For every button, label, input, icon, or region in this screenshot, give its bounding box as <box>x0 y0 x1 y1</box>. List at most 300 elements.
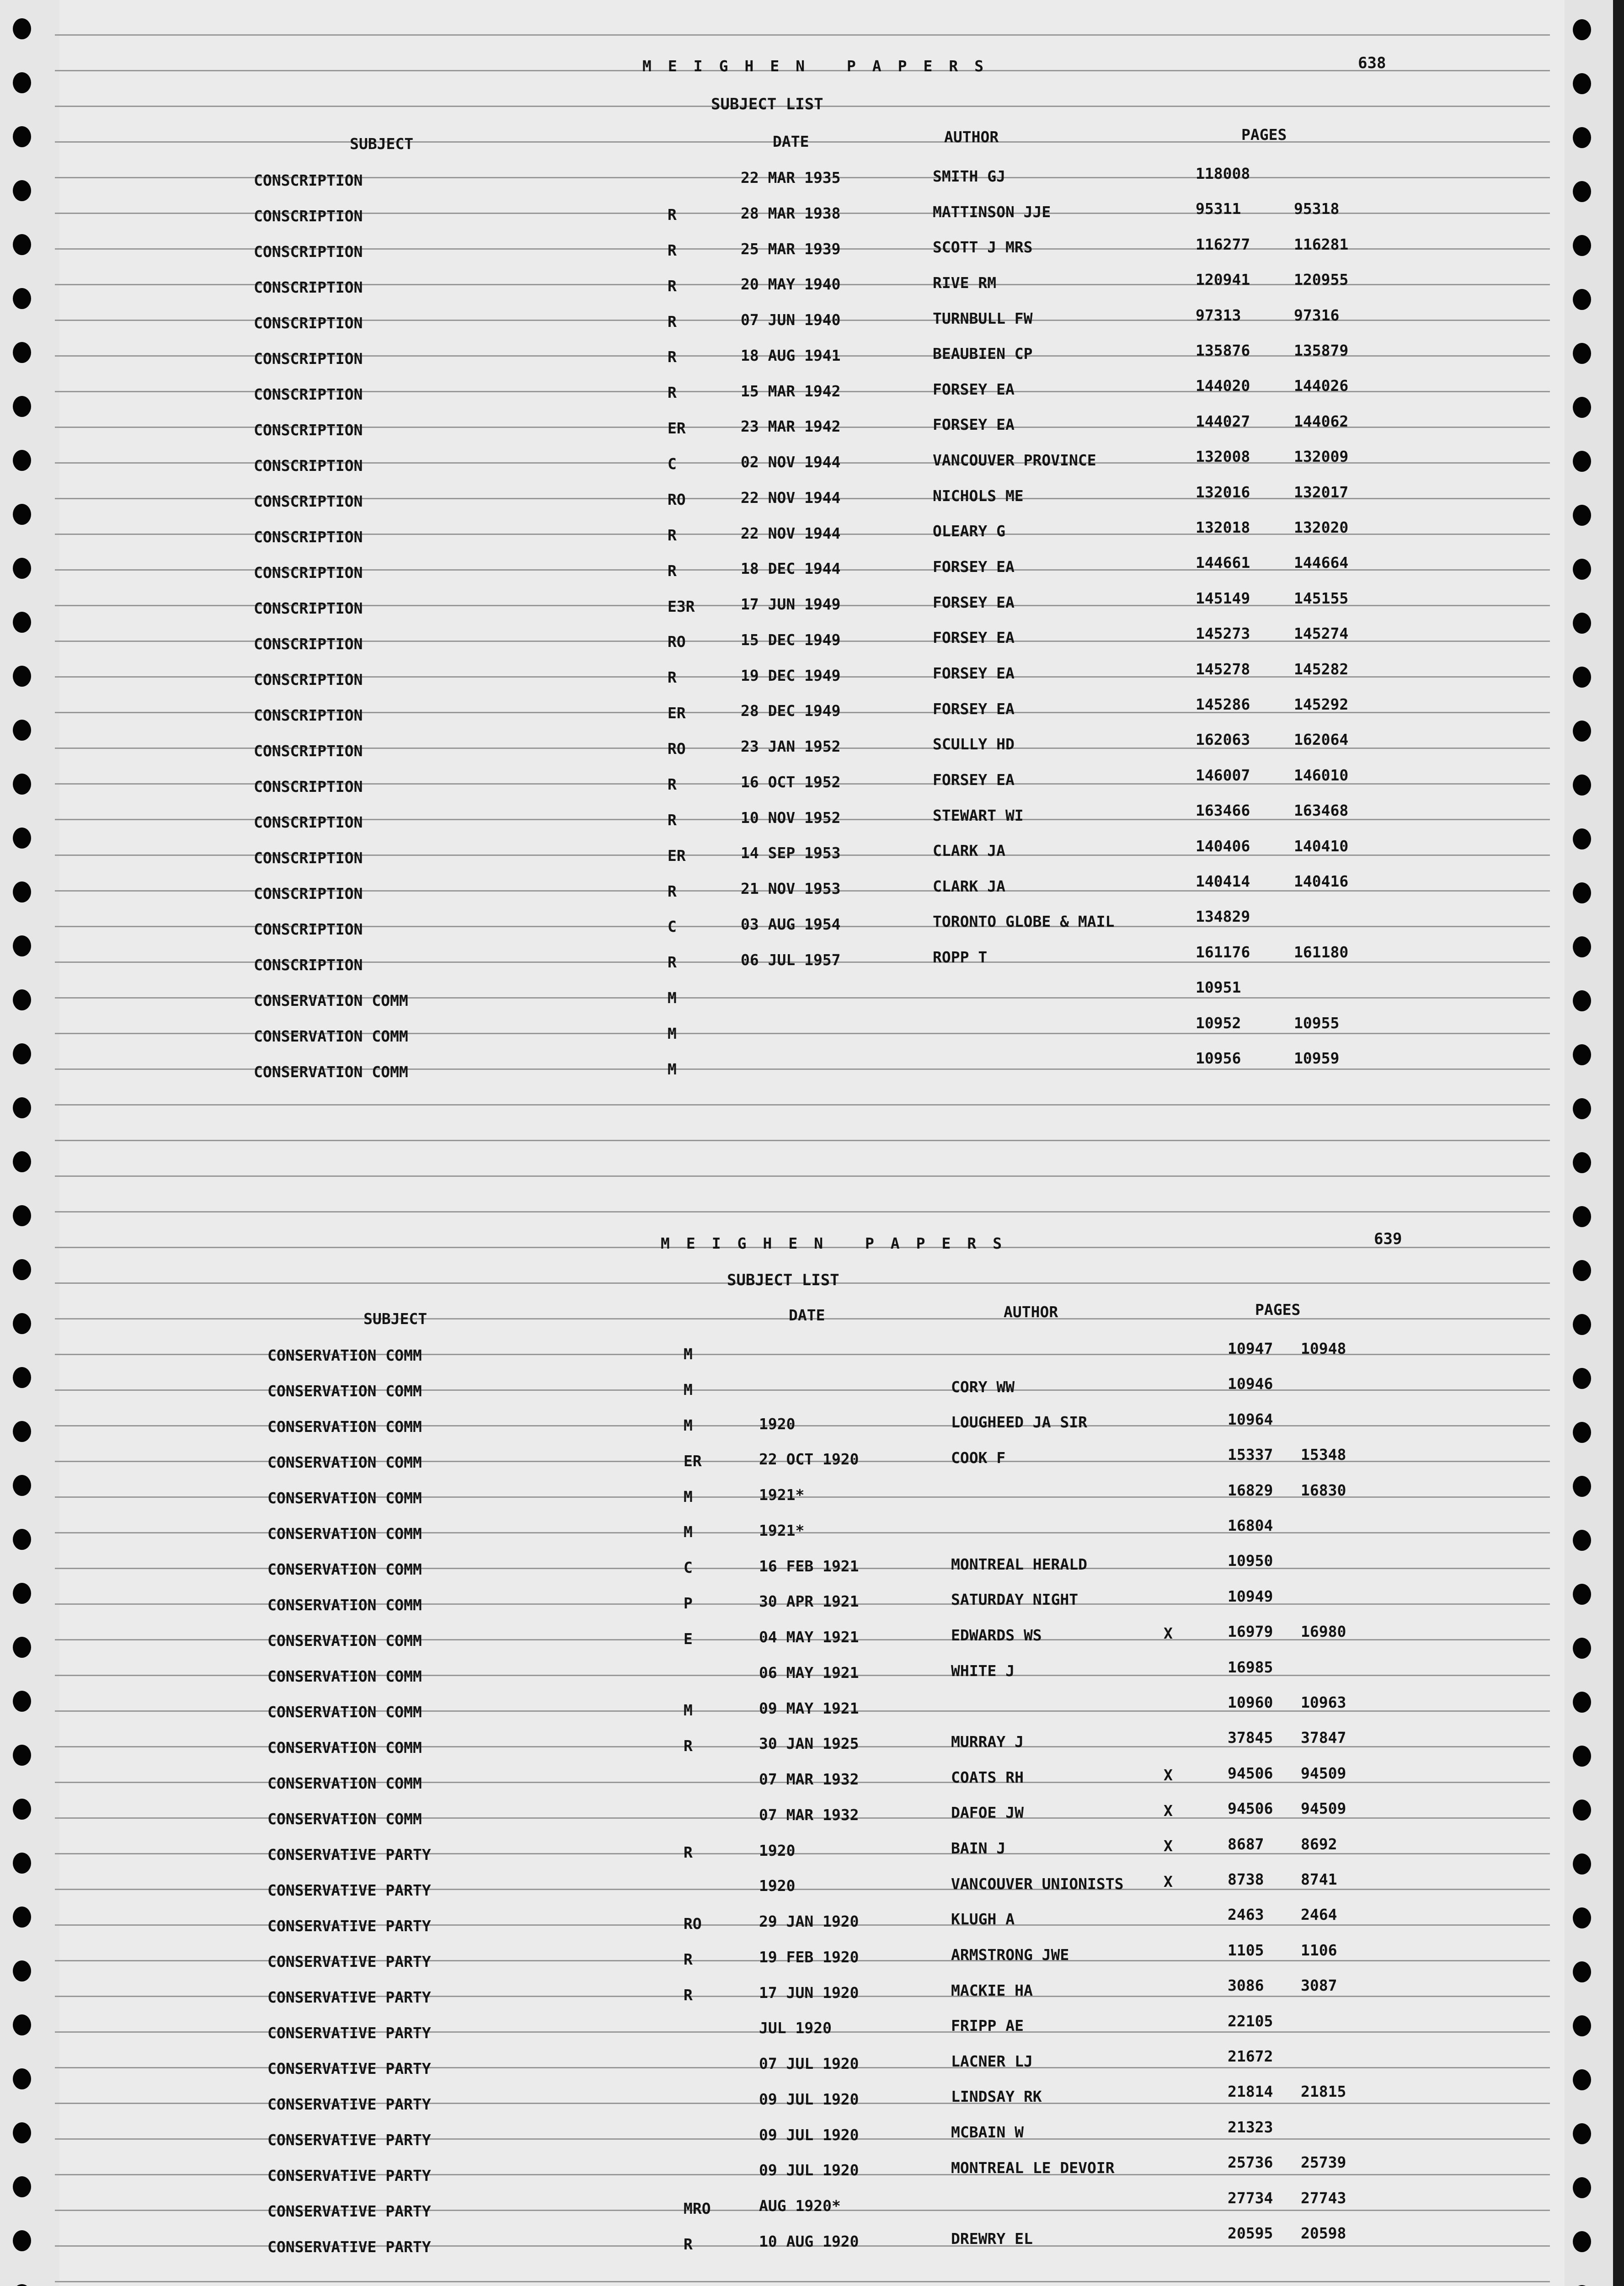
code-cell: M <box>684 1381 693 1399</box>
page-start-cell: 20595 <box>1228 2224 1273 2242</box>
page-end-cell: 132017 <box>1294 483 1349 501</box>
table-row <box>0 1764 1624 1810</box>
page-start-cell: 97313 <box>1196 306 1241 324</box>
code-cell: RO <box>668 633 686 651</box>
page-start-cell: 162063 <box>1196 731 1250 748</box>
sheet-page-number: 639 <box>1374 1230 1402 1248</box>
sheet-subtitle: SUBJECT LIST <box>711 95 823 113</box>
code-cell: C <box>668 455 677 473</box>
subject-cell: CONSERVATION COMM <box>267 1453 422 1471</box>
author-cell: CORY WW <box>951 1378 1015 1396</box>
page-start-cell: 132008 <box>1196 448 1250 465</box>
code-cell: M <box>684 1416 693 1434</box>
code-cell: R <box>668 348 677 366</box>
column-header-subject: SUBJECT <box>350 135 414 153</box>
page-end-cell: 20598 <box>1301 2224 1346 2242</box>
code-cell: R <box>684 2235 693 2253</box>
page-start-cell: 94506 <box>1228 1764 1273 1782</box>
code-cell: ER <box>684 1452 702 1470</box>
date-cell: 07 JUL 1920 <box>759 2055 859 2072</box>
author-cell: ARMSTRONG JWE <box>951 1946 1069 1964</box>
tractor-hole <box>1573 1260 1591 1281</box>
author-cell: MURRAY J <box>951 1733 1024 1751</box>
date-cell: 21 NOV 1953 <box>741 880 841 897</box>
ruled-line <box>55 2281 1550 2282</box>
date-cell: 07 MAR 1932 <box>759 1806 859 1824</box>
page-start-cell: 21672 <box>1228 2047 1273 2065</box>
page-end-cell: 16830 <box>1301 1481 1346 1499</box>
date-cell: 23 MAR 1942 <box>741 417 841 435</box>
sheet-title: MEIGHEN PAPERS <box>642 57 1000 75</box>
subject-cell: CONSERVATION COMM <box>267 1346 422 1364</box>
table-row <box>0 165 1624 207</box>
subject-cell: CONSERVATIVE PARTY <box>267 2238 431 2256</box>
table-row <box>0 271 1624 314</box>
column-header-date: DATE <box>773 133 809 150</box>
page-start-cell: 10947 <box>1228 1340 1273 1357</box>
date-cell: 16 OCT 1952 <box>741 773 841 791</box>
table-row <box>0 625 1624 671</box>
author-cell: SMITH GJ <box>933 167 1005 185</box>
subject-cell: CONSERVATION COMM <box>267 1489 422 1507</box>
author-cell: FORSEY EA <box>933 416 1015 433</box>
date-cell: 1920 <box>759 1877 796 1895</box>
subject-cell: CONSCRIPTION <box>254 243 363 261</box>
page-end-cell: 97316 <box>1294 306 1340 324</box>
code-cell: M <box>684 1701 693 1719</box>
subject-cell: CONSCRIPTION <box>254 564 363 582</box>
page-end-cell: 144664 <box>1294 554 1349 572</box>
page-end-cell: 2464 <box>1301 1906 1337 1923</box>
subject-cell: CONSERVATIVE PARTY <box>267 2202 431 2220</box>
page-end-cell: 94509 <box>1301 1800 1346 1817</box>
table-row <box>0 660 1624 706</box>
table-row <box>0 483 1624 528</box>
subject-cell: CONSCRIPTION <box>254 171 363 189</box>
table-row <box>0 589 1624 635</box>
author-cell: FORSEY EA <box>933 380 1015 398</box>
page-start-cell: 3086 <box>1228 1976 1264 1994</box>
page-end-cell: 135879 <box>1294 342 1349 359</box>
author-cell: TORONTO GLOBE & MAIL <box>933 913 1115 930</box>
code-cell: M <box>668 1060 677 1078</box>
page-start-cell: 16985 <box>1228 1658 1273 1676</box>
page-end-cell: 3087 <box>1301 1976 1337 1994</box>
date-cell: 07 MAR 1932 <box>759 1770 859 1788</box>
page-end-cell: 163468 <box>1294 801 1349 819</box>
code-cell: R <box>668 384 677 401</box>
author-cell: FORSEY EA <box>933 629 1015 646</box>
author-cell: VANCOUVER PROVINCE <box>933 451 1096 469</box>
page-end-cell: 145292 <box>1294 695 1349 713</box>
page-end-cell: 144026 <box>1294 377 1349 395</box>
x-mark-cell: X <box>1164 1873 1173 1891</box>
subject-cell: CONSERVATION COMM <box>267 1667 422 1685</box>
date-cell: 10 AUG 1920 <box>759 2233 859 2250</box>
page-end-cell: 120955 <box>1294 271 1349 288</box>
page-end-cell: 15348 <box>1301 1446 1346 1463</box>
date-cell: 09 JUL 1920 <box>759 2161 859 2179</box>
subject-cell: CONSCRIPTION <box>254 813 363 831</box>
page-start-cell: 145273 <box>1196 625 1250 642</box>
date-cell: 09 JUL 1920 <box>759 2090 859 2108</box>
page-end-cell: 144062 <box>1294 412 1349 430</box>
page-end-cell: 37847 <box>1301 1729 1346 1747</box>
ruled-line <box>55 1140 1550 1141</box>
code-cell: ER <box>668 419 686 437</box>
page-end-cell: 27743 <box>1301 2189 1346 2207</box>
author-cell: CLARK JA <box>933 842 1005 860</box>
page-start-cell: 134829 <box>1196 908 1250 925</box>
author-cell: RIVE RM <box>933 274 997 292</box>
page-start-cell: 145149 <box>1196 589 1250 607</box>
subject-cell: CONSERVATIVE PARTY <box>267 1953 431 1971</box>
author-cell: OLEARY G <box>933 522 1005 540</box>
subject-cell: CONSERVATION COMM <box>254 992 408 1009</box>
code-cell: P <box>684 1594 693 1612</box>
page-start-cell: 145278 <box>1196 660 1250 678</box>
date-cell: AUG 1920* <box>759 2197 841 2215</box>
subject-cell: CONSCRIPTION <box>254 457 363 475</box>
subject-cell: CONSERVATIVE PARTY <box>267 1846 431 1864</box>
author-cell: FORSEY EA <box>933 771 1015 789</box>
table-row <box>0 200 1624 243</box>
page-start-cell: 21814 <box>1228 2083 1273 2100</box>
tractor-hole <box>1573 1206 1591 1227</box>
author-cell: KLUGH A <box>951 1910 1015 1928</box>
tractor-hole <box>13 126 31 147</box>
page-end-cell: 21815 <box>1301 2083 1346 2100</box>
author-cell: DAFOE JW <box>951 1804 1024 1821</box>
date-cell: 06 MAY 1921 <box>759 1664 859 1682</box>
page-start-cell: 10951 <box>1196 978 1241 996</box>
page-start-cell: 10946 <box>1228 1375 1273 1393</box>
x-mark-cell: X <box>1164 1802 1173 1820</box>
author-cell: ROPP T <box>933 948 988 966</box>
author-cell: MACKIE HA <box>951 1982 1033 1999</box>
page-end-cell: 8692 <box>1301 1835 1337 1853</box>
table-row <box>0 766 1624 813</box>
code-cell: R <box>668 206 677 224</box>
author-cell: STEWART WI <box>933 807 1024 824</box>
tractor-hole <box>1573 1152 1591 1173</box>
date-cell: 14 SEP 1953 <box>741 844 841 862</box>
date-cell: 28 MAR 1938 <box>741 204 841 222</box>
date-cell: 1921* <box>759 1522 805 1539</box>
table-row <box>0 306 1624 350</box>
page-start-cell: 16804 <box>1228 1517 1273 1534</box>
code-cell: ER <box>668 704 686 722</box>
page-start-cell: 1105 <box>1228 1941 1264 1959</box>
subject-cell: CONSCRIPTION <box>254 528 363 546</box>
sheet-title: MEIGHEN PAPERS <box>661 1234 1019 1252</box>
ruled-line <box>55 1104 1550 1106</box>
subject-cell: CONSERVATIVE PARTY <box>267 2024 431 2042</box>
author-cell: MONTREAL HERALD <box>951 1555 1088 1573</box>
table-row <box>0 2224 1624 2274</box>
page-start-cell: 10952 <box>1196 1014 1241 1032</box>
code-cell: R <box>668 526 677 544</box>
page-end-cell: 146010 <box>1294 766 1349 784</box>
code-cell: R <box>668 241 677 259</box>
page-end-cell: 132009 <box>1294 448 1349 465</box>
subject-cell: CONSERVATION COMM <box>254 1063 408 1081</box>
sheet-page-number: 638 <box>1358 54 1386 72</box>
author-cell: VANCOUVER UNIONISTS <box>951 1875 1124 1893</box>
date-cell: 30 JAN 1925 <box>759 1735 859 1752</box>
date-cell: 07 JUN 1940 <box>741 311 841 329</box>
table-row <box>0 1693 1624 1739</box>
page-start-cell: 161176 <box>1196 943 1250 961</box>
tractor-hole <box>13 1259 31 1280</box>
table-row <box>0 1049 1624 1099</box>
author-cell: BEAUBIEN CP <box>933 345 1033 363</box>
page-end-cell: 94509 <box>1301 1764 1346 1782</box>
author-cell: FORSEY EA <box>933 664 1015 682</box>
date-cell: 1920 <box>759 1415 796 1433</box>
code-cell: R <box>668 562 677 580</box>
subject-cell: CONSERVATIVE PARTY <box>267 2095 431 2113</box>
subject-cell: CONSERVATION COMM <box>267 1632 422 1650</box>
author-cell: EDWARDS WS <box>951 1626 1042 1644</box>
author-cell: FORSEY EA <box>933 700 1015 718</box>
table-row <box>0 1729 1624 1774</box>
subject-cell: CONSCRIPTION <box>254 635 363 653</box>
subject-cell: CONSERVATIVE PARTY <box>267 1917 431 1935</box>
subject-cell: CONSCRIPTION <box>254 706 363 724</box>
table-row <box>0 1941 1624 1988</box>
author-cell: SATURDAY NIGHT <box>951 1591 1079 1608</box>
table-row <box>0 1658 1624 1703</box>
date-cell: 22 OCT 1920 <box>759 1450 859 1468</box>
page-start-cell: 95311 <box>1196 200 1241 218</box>
author-cell: MATTINSON JJE <box>933 203 1051 221</box>
table-row <box>0 1014 1624 1063</box>
date-cell: 22 NOV 1944 <box>741 524 841 542</box>
page-start-cell: 132018 <box>1196 518 1250 536</box>
page-start-cell: 135876 <box>1196 342 1250 359</box>
subject-cell: CONSCRIPTION <box>254 385 363 403</box>
table-row <box>0 695 1624 742</box>
page-start-cell: 144020 <box>1196 377 1250 395</box>
table-row <box>0 1835 1624 1881</box>
subject-cell: CONSCRIPTION <box>254 421 363 439</box>
date-cell: 04 MAY 1921 <box>759 1628 859 1646</box>
code-cell: RO <box>668 491 686 508</box>
subject-cell: CONSCRIPTION <box>254 492 363 510</box>
page-start-cell: 25736 <box>1228 2153 1273 2171</box>
subject-cell: CONSERVATION COMM <box>267 1703 422 1721</box>
date-cell: 29 JAN 1920 <box>759 1912 859 1930</box>
page-start-cell: 27734 <box>1228 2189 1273 2207</box>
table-row <box>0 1800 1624 1846</box>
column-header-author: AUTHOR <box>1004 1303 1058 1321</box>
date-cell: 1921* <box>759 1486 805 1504</box>
code-cell: E <box>684 1630 693 1648</box>
author-cell: LOUGHEED JA SIR <box>951 1413 1088 1431</box>
author-cell: TURNBULL FW <box>933 310 1033 327</box>
page-end-cell: 145155 <box>1294 589 1349 607</box>
page-start-cell: 144027 <box>1196 412 1250 430</box>
date-cell: 30 APR 1921 <box>759 1592 859 1610</box>
table-row <box>0 1375 1624 1418</box>
page-end-cell: 162064 <box>1294 731 1349 748</box>
code-cell: R <box>668 811 677 829</box>
table-row <box>0 1587 1624 1632</box>
subject-cell: CONSERVATION COMM <box>267 1418 422 1436</box>
date-cell: 06 JUL 1957 <box>741 951 841 969</box>
page-end-cell: 1106 <box>1301 1941 1337 1959</box>
page-start-cell: 2463 <box>1228 1906 1264 1923</box>
page-start-cell: 8738 <box>1228 1870 1264 1888</box>
subject-cell: CONSERVATIVE PARTY <box>267 1881 431 1899</box>
subject-cell: CONSERVATION COMM <box>267 1560 422 1578</box>
page-start-cell: 146007 <box>1196 766 1250 784</box>
subject-cell: CONSCRIPTION <box>254 350 363 368</box>
page-start-cell: 140414 <box>1196 872 1250 890</box>
author-cell: COATS RH <box>951 1768 1024 1786</box>
code-cell: M <box>684 1488 693 1506</box>
table-row <box>0 1340 1624 1382</box>
table-row <box>0 1906 1624 1953</box>
page-start-cell: 10960 <box>1228 1693 1273 1711</box>
page-end-cell: 116281 <box>1294 235 1349 253</box>
subject-cell: CONSCRIPTION <box>254 849 363 867</box>
subject-cell: CONSERVATION COMM <box>267 1596 422 1614</box>
page-start-cell: 37845 <box>1228 1729 1273 1747</box>
author-cell: COOK F <box>951 1449 1006 1467</box>
page-start-cell: 15337 <box>1228 1446 1273 1463</box>
table-row <box>0 412 1624 457</box>
author-cell: SCULLY HD <box>933 735 1015 753</box>
column-header-pages: PAGES <box>1241 126 1287 144</box>
date-cell: 25 MAR 1939 <box>741 240 841 258</box>
date-cell: 09 MAY 1921 <box>759 1699 859 1717</box>
table-row <box>0 554 1624 599</box>
tractor-hole <box>1573 127 1591 148</box>
x-mark-cell: X <box>1164 1624 1173 1642</box>
code-cell: R <box>684 1737 693 1755</box>
page-start-cell: 118008 <box>1196 165 1250 182</box>
table-row <box>0 1870 1624 1917</box>
subject-cell: CONSCRIPTION <box>254 778 363 796</box>
code-cell: M <box>668 989 677 1007</box>
table-row <box>0 1623 1624 1667</box>
date-cell: 1920 <box>759 1842 796 1859</box>
subject-cell: CONSERVATIVE PARTY <box>267 2167 431 2185</box>
page-end-cell: 95318 <box>1294 200 1340 218</box>
author-cell: DREWRY EL <box>951 2230 1033 2248</box>
date-cell: 15 DEC 1949 <box>741 631 841 649</box>
table-row <box>0 1517 1624 1560</box>
date-cell: 17 JUN 1949 <box>741 595 841 613</box>
code-cell: R <box>668 953 677 971</box>
subject-cell: CONSERVATION COMM <box>267 1810 422 1828</box>
date-cell: 10 NOV 1952 <box>741 809 841 827</box>
date-cell: 17 JUN 1920 <box>759 1984 859 2002</box>
author-cell: LACNER LJ <box>951 2052 1033 2070</box>
page-end-cell: 140416 <box>1294 872 1349 890</box>
date-cell: 16 FEB 1921 <box>759 1557 859 1575</box>
date-cell: 20 MAY 1940 <box>741 275 841 293</box>
code-cell: R <box>684 1950 693 1968</box>
date-cell: 23 JAN 1952 <box>741 737 841 755</box>
date-cell: 22 MAR 1935 <box>741 169 841 187</box>
column-header-subject: SUBJECT <box>363 1310 427 1328</box>
subject-cell: CONSCRIPTION <box>254 920 363 938</box>
page-end-cell: 16980 <box>1301 1623 1346 1640</box>
page-start-cell: 94506 <box>1228 1800 1273 1817</box>
subject-cell: CONSCRIPTION <box>254 599 363 617</box>
page-end-cell: 25739 <box>1301 2153 1346 2171</box>
page-end-cell: 8741 <box>1301 1870 1337 1888</box>
page-start-cell: 140406 <box>1196 837 1250 855</box>
code-cell: R <box>668 313 677 331</box>
tractor-hole <box>13 1313 31 1334</box>
code-cell: R <box>668 668 677 686</box>
date-cell: 18 DEC 1944 <box>741 560 841 577</box>
author-cell: LINDSAY RK <box>951 2088 1042 2105</box>
date-cell: 15 MAR 1942 <box>741 382 841 400</box>
date-cell: 03 AUG 1954 <box>741 915 841 933</box>
code-cell: R <box>668 882 677 900</box>
tractor-hole <box>1573 1314 1591 1335</box>
date-cell: JUL 1920 <box>759 2019 832 2037</box>
code-cell: E3R <box>668 598 695 615</box>
tractor-hole <box>13 1205 31 1226</box>
subject-cell: CONSCRIPTION <box>254 207 363 225</box>
page-start-cell: 16829 <box>1228 1481 1273 1499</box>
page-end-cell: 140410 <box>1294 837 1349 855</box>
table-row <box>0 1481 1624 1525</box>
subject-cell: CONSERVATION COMM <box>267 1382 422 1400</box>
subject-cell: CONSCRIPTION <box>254 742 363 760</box>
date-cell: 19 DEC 1949 <box>741 667 841 684</box>
tractor-hole <box>1573 1098 1591 1119</box>
author-cell: SCOTT J MRS <box>933 238 1033 256</box>
tractor-hole <box>13 1097 31 1118</box>
page-start-cell: 163466 <box>1196 801 1250 819</box>
author-cell: MONTREAL LE DEVOIR <box>951 2159 1115 2177</box>
page-end-cell: 145274 <box>1294 625 1349 642</box>
page-start-cell: 10949 <box>1228 1587 1273 1605</box>
date-cell: 18 AUG 1941 <box>741 347 841 364</box>
code-cell: M <box>668 1025 677 1042</box>
subject-cell: CONSERVATION COMM <box>254 1027 408 1045</box>
table-row <box>0 235 1624 278</box>
date-cell: 09 JUL 1920 <box>759 2126 859 2144</box>
author-cell: FORSEY EA <box>933 593 1015 611</box>
date-cell: 22 NOV 1944 <box>741 489 841 507</box>
page-start-cell: 132016 <box>1196 483 1250 501</box>
code-cell: R <box>668 775 677 793</box>
subject-cell: CONSERVATION COMM <box>267 1525 422 1543</box>
author-cell: NICHOLS ME <box>933 487 1024 505</box>
table-row <box>0 342 1624 385</box>
tractor-hole <box>1573 73 1591 94</box>
tractor-hole <box>13 1151 31 1172</box>
tractor-hole <box>13 72 31 93</box>
ruled-line <box>55 1211 1550 1212</box>
subject-cell: CONSERVATION COMM <box>267 1774 422 1792</box>
page-end-cell: 10959 <box>1294 1049 1340 1067</box>
page-start-cell: 120941 <box>1196 271 1250 288</box>
tractor-hole <box>1573 19 1591 40</box>
author-cell: WHITE J <box>951 1662 1015 1680</box>
code-cell: R <box>684 1986 693 2004</box>
code-cell: RO <box>684 1915 702 1933</box>
table-row <box>0 448 1624 492</box>
